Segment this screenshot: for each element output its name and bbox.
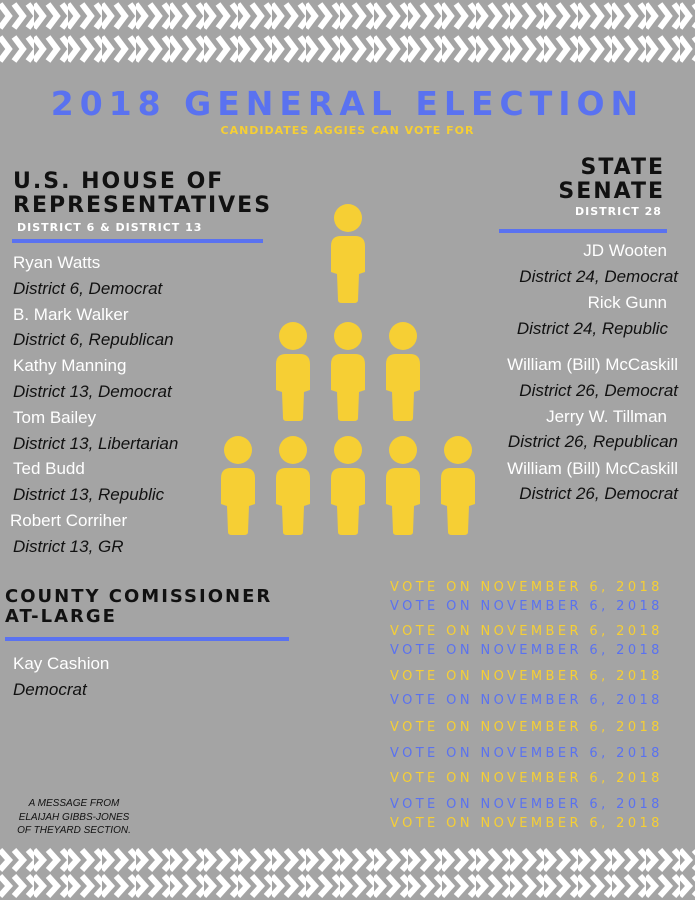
person-icon [276, 436, 310, 535]
house-candidate-district: District 13, Republic [13, 485, 165, 505]
county-divider [5, 637, 289, 641]
house-candidate-district: District 13, GR [13, 536, 124, 556]
vote-reminder-line: VOTE ON NOVEMBER 6, 2018 [390, 624, 663, 639]
senate-candidate-name: Rick Gunn [587, 293, 667, 312]
house-candidate-name: Kathy Manning [13, 356, 127, 376]
top-border-pattern [0, 0, 695, 66]
person-icon [276, 322, 310, 421]
senate-divider [499, 229, 667, 233]
vote-reminder-line: VOTE ON NOVEMBER 6, 2018 [390, 771, 663, 786]
house-candidate-name: B. Mark Walker [13, 304, 129, 324]
house-candidate-district: District 6, Republican [13, 330, 174, 350]
senate-candidate-name: Jerry W. Tillman [546, 407, 667, 426]
senate-candidate-name: William (Bill) McCaskill [507, 355, 678, 374]
vote-reminder-line: VOTE ON NOVEMBER 6, 2018 [390, 720, 663, 735]
bottom-border-pattern [0, 847, 695, 900]
house-heading-line2: REPRESENTATIVES [13, 193, 273, 219]
people-pyramid [210, 200, 490, 540]
person-icon [331, 436, 365, 535]
senate-heading [540, 156, 665, 204]
vote-reminder-line: VOTE ON NOVEMBER 6, 2018 [390, 693, 663, 708]
vote-reminder-line: VOTE ON NOVEMBER 6, 2018 [390, 599, 663, 614]
footer-message-line2: ELAIJAH GIBBS-JONES [18, 811, 130, 823]
house-heading-line1: U.S. HOUSE OF [13, 169, 225, 194]
senate-candidate-district: District 26, Republican [507, 432, 678, 451]
house-candidate-district: District 6, Democrat [13, 278, 163, 298]
vote-reminder-line: VOTE ON NOVEMBER 6, 2018 [390, 580, 663, 595]
house-candidate-name: Tom Bailey [13, 407, 97, 427]
house-candidate-district: District 13, Democrat [13, 382, 172, 401]
vote-reminder-line: VOTE ON NOVEMBER 6, 2018 [390, 643, 663, 658]
vote-reminder-line: VOTE ON NOVEMBER 6, 2018 [390, 797, 663, 812]
senate-candidate-name: JD Wooten [583, 241, 667, 260]
person-icon [331, 204, 365, 303]
house-candidate-name: Ryan Watts [13, 253, 101, 272]
person-icon [386, 322, 420, 421]
senate-subheading: DISTRICT 28 [575, 205, 662, 218]
house-candidate-name: Robert Corriher [10, 511, 128, 530]
house-candidate-district: District 13, Libertarian [13, 433, 179, 453]
vote-reminder-line: VOTE ON NOVEMBER 6, 2018 [390, 669, 663, 684]
vote-reminder-line: VOTE ON NOVEMBER 6, 2018 [390, 816, 663, 831]
footer-message-line3: OF THEYARD SECTION. [17, 825, 131, 836]
person-icon [441, 436, 475, 535]
county-heading-line1: COUNTY COMISSIONER [5, 586, 273, 607]
page-subtitle: CANDIDATES AGGIES CAN VOTE FOR [220, 124, 475, 137]
vote-reminder-line: VOTE ON NOVEMBER 6, 2018 [390, 746, 663, 761]
page-title: 2018 GENERAL ELECTION [50, 84, 645, 123]
person-icon [221, 436, 255, 535]
county-heading [5, 587, 272, 627]
person-icon [386, 436, 420, 535]
footer-message [14, 797, 134, 838]
house-candidate-name: Ted Budd [13, 459, 85, 479]
person-icon [331, 322, 365, 421]
county-candidate-party: Democrat [13, 680, 87, 699]
senate-candidate-district: District 26, Democrat [519, 484, 678, 503]
senate-candidate-district: District 24, Democrat [519, 267, 678, 286]
senate-candidate-district: District 24, Republic [516, 319, 668, 338]
house-subheading: DISTRICT 6 & DISTRICT 13 [17, 221, 203, 234]
senate-candidate-name: William (Bill) McCaskill [507, 459, 678, 478]
county-heading-line2: AT-LARGE [5, 605, 117, 627]
senate-candidate-district: District 26, Democrat [519, 381, 678, 400]
senate-heading-line2: SENATE [558, 179, 665, 205]
senate-heading-line1: STATE [580, 155, 665, 180]
county-candidate-name: Kay Cashion [13, 654, 110, 673]
footer-message-line1: A MESSAGE FROM [28, 798, 120, 809]
